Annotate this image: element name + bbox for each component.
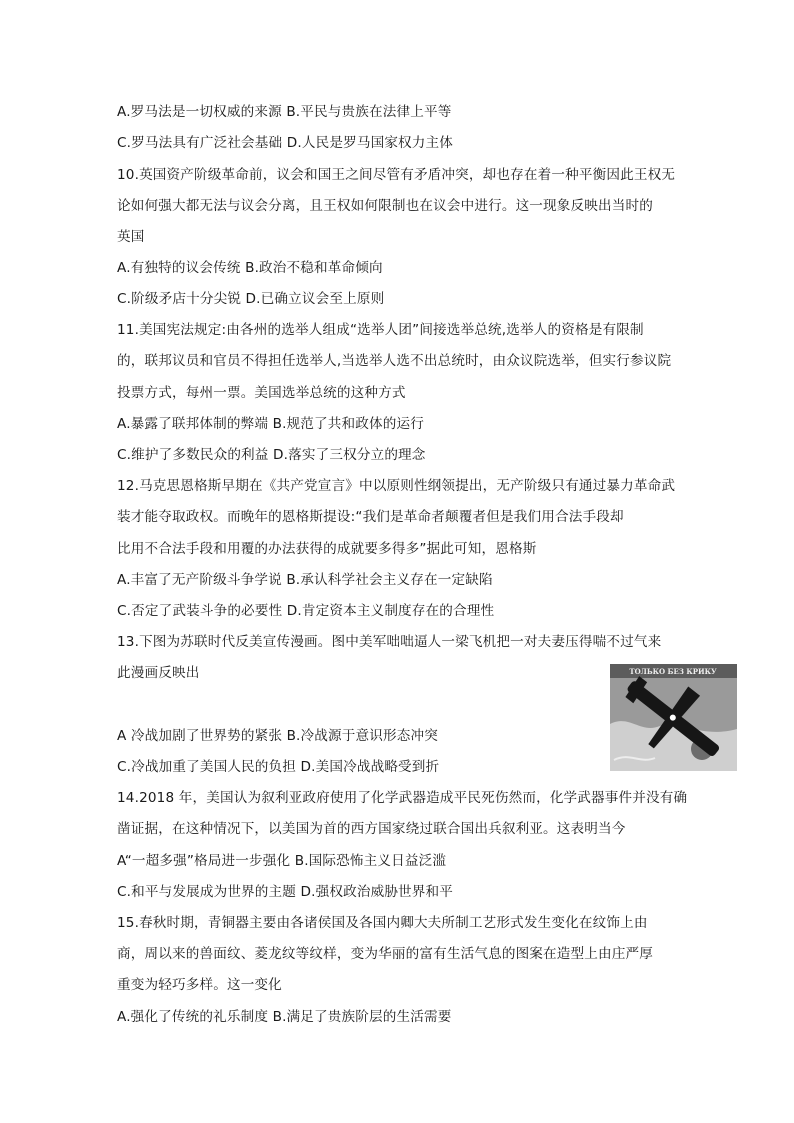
q13-stem-line1: 13.下图为苏联时代反美宣传漫画。图中美军咄咄逼人一梁飞机把一对夫妻压得喘不过气来: [117, 634, 662, 650]
q15-stem-line1: 15.春秋时期，青铜器主要由各诸侯国及各国内卿大夫所制工艺形式发生变化在纹饰上由: [117, 915, 648, 931]
q13-options-ab: A 冷战加剧了世界势的紧张 B.冷战源于意识形态冲突: [117, 728, 438, 744]
q10-stem-line3: 英国: [117, 229, 145, 245]
q15-options-ab: A.强化了传统的礼乐制度 B.满足了贵族阶层的生活需要: [117, 1009, 452, 1025]
q12-stem-line2: 装才能夺取政权。而晚年的恩格斯提设:“我们是革命者颠覆者但是我们用合法手段却: [117, 509, 624, 525]
q14-options-cd: C.和平与发展成为世界的主题 D.强权政治威胁世界和平: [117, 884, 454, 900]
q10-stem-line2: 论如何强大都无法与议会分离，且王权如何限制也在议会中进行。这一现象反映出当时的: [117, 198, 654, 214]
soviet-propaganda-cartoon: [610, 664, 737, 771]
q9-options-cd: C.罗马法具有广泛社会基础 D.人民是罗马国家权力主体: [117, 135, 454, 151]
q10-options-cd: C.阶级矛店十分尖锐 D.已确立议会至上原则: [117, 291, 385, 307]
q14-stem-line1: 14.2018 年，美国认为叙利亚政府使用了化学武器造成平民死伤然而，化学武器事件并没有确: [117, 790, 688, 806]
cartoon-illustration: [610, 664, 737, 771]
q11-stem-line1: 11.美国宪法规定:由各州的选举人组成“选举人团”间接选举总统,选举人的资格是有限制: [117, 322, 644, 338]
q12-options-cd: C.否定了武装斗争的必要性 D.肯定资本主义制度存在的合理性: [117, 603, 495, 619]
q10-options-ab: A.有独特的议会传统 B.政治不稳和革命倾向: [117, 260, 383, 276]
cartoon-caption: ТОЛЬКО БЕЗ КРИКУ: [629, 667, 717, 676]
q10-stem-line1: 10.英国资产阶级革命前，议会和国王之间尽管有矛盾冲突，却也存在着一种平衡因此王权无: [117, 167, 676, 183]
q11-stem-line3: 投票方式，每州一票。美国选举总统的这种方式: [117, 385, 406, 401]
q13-stem-line2: 此漫画反映出: [117, 665, 200, 681]
q15-stem-line3: 重变为轻巧多样。这一变化: [117, 977, 282, 993]
q11-options-cd: C.维护了多数民众的利益 D.落实了三权分立的理念: [117, 447, 426, 463]
q11-options-ab: A.暴露了联邦体制的弊端 B.规范了共和政体的运行: [117, 416, 424, 432]
q12-stem-line1: 12.马克思恩格斯早期在《共产党宣言》中以原则性纲领提出，无产阶级只有通过暴力革命武: [117, 478, 676, 494]
q15-stem-line2: 商，周以来的兽面纹、菱龙纹等纹样，变为华丽的富有生活气息的图案在造型上由庄严厚: [117, 946, 654, 962]
q11-stem-line2: 的，联邦议员和官员不得担任选举人,当选举人选不出总统时，由众议院选举，但实行参议院: [117, 353, 672, 369]
q13-options-cd: C.冷战加重了美国人民的负担 D.美国冷战战略受到折: [117, 759, 440, 775]
q14-stem-line2: 凿证据，在这种情况下，以美国为首的西方国家绕过联合国出兵叙利亚。这表明当今: [117, 821, 626, 837]
q12-stem-line3: 比用不合法手段和用覆的办法获得的成就要多得多”据此可知，恩格斯: [117, 541, 537, 557]
q12-options-ab: A.丰富了无产阶级斗争学说 B.承认科学社会主义存在一定缺陷: [117, 572, 493, 588]
q14-options-ab: A“一超多强”格局进一步强化 B.国际恐怖主义日益泛滥: [117, 853, 447, 869]
q9-options-ab: A.罗马法是一切权威的来源 B.平民与贵族在法律上平等: [117, 104, 452, 120]
